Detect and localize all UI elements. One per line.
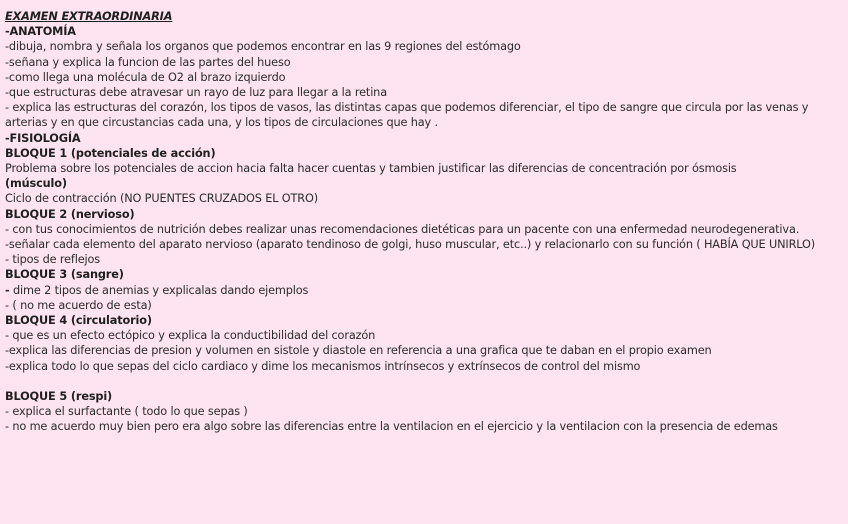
bloque-3-heading: BLOQUE 3 (sangre) xyxy=(5,268,124,282)
anatomia-item: -dibuja, nombra y señala los organos que podemos encontrar en las 9 regiones del estómago xyxy=(5,40,521,54)
bloque-3-item-text: dime 2 tipos de anemias y explicalas dando ejemplos xyxy=(9,283,309,297)
bloque-4-heading: BLOQUE 4 (circulatorio) xyxy=(5,314,152,328)
bloque-1-subheading: (músculo) xyxy=(5,177,67,191)
bloque-2-item: - tipos de reflejos xyxy=(5,253,101,267)
section-heading-fisiologia: -FISIOLOGÍA xyxy=(5,131,81,145)
bloque-2-item: -señalar cada elemento del aparato nervioso (aparato tendinoso de golgi, huso muscular, etc..) y relacionarlo con su función ( HABÍA QUE UNIRLO) xyxy=(5,238,816,252)
bloque-2-item: - con tus conocimientos de nutrición debes realizar unas recomendaciones dietéticas para un pacente con una enfermedad neurodegenerativa. xyxy=(5,222,800,236)
bloque-5-item: - no me acuerdo muy bien pero era algo sobre las diferencias entre la ventilacion en el ejercicio y la ventilacion con la presencia de edemas xyxy=(5,420,778,434)
bloque-1-item: Ciclo de contracción (NO PUENTES CRUZADOS EL OTRO) xyxy=(5,192,318,206)
bloque-3-item xyxy=(5,283,841,298)
bloque-5-heading: BLOQUE 5 (respi) xyxy=(5,390,113,404)
bloque-3-item: - ( no me acuerdo de esta) xyxy=(5,298,152,312)
bloque-2-heading: BLOQUE 2 (nervioso) xyxy=(5,207,135,221)
document-title: EXAMEN EXTRAORDINARIA xyxy=(5,10,173,23)
bloque-4-item: -explica todo lo que sepas del ciclo cardiaco y dime los mecanismos intrínsecos y extrínsecos de control del mismo xyxy=(5,359,641,373)
bloque-1-item: Problema sobre los potenciales de accion hacia falta hacer cuentas y tambien justificar las diferencias de concentración por ósmosis xyxy=(5,162,737,176)
anatomia-item: - explica las estructuras del corazón, los tipos de vasos, las distintas capas que podemos diferenciar, el tipo de sangre que circula por las venas y arterias y en que circustancias cada una, y los tipos de circulaciones que hay . xyxy=(5,101,809,130)
bloque-5-item: - explica el surfactante ( todo lo que sepas ) xyxy=(5,405,248,419)
bloque-1-heading: BLOQUE 1 (potenciales de acción) xyxy=(5,146,216,160)
bloque-4-item: - que es un efecto ectópico y explica la conductibilidad del corazón xyxy=(5,329,376,343)
blank-line xyxy=(5,374,841,389)
bloque-3-dash: - xyxy=(5,283,10,297)
anatomia-item: -que estructuras debe atravesar un rayo de luz para llegar a la retina xyxy=(5,86,387,100)
bloque-4-item: -explica las diferencias de presion y volumen en sistole y diastole en referencia a una grafica que te daban en el propio examen xyxy=(5,344,712,358)
anatomia-item: -como llega una molécula de O2 al brazo izquierdo xyxy=(5,70,286,84)
anatomia-item: -señana y explica la funcion de las partes del hueso xyxy=(5,55,291,69)
document-body xyxy=(5,9,841,435)
section-heading-anatomia: -ANATOMÍA xyxy=(5,25,76,39)
